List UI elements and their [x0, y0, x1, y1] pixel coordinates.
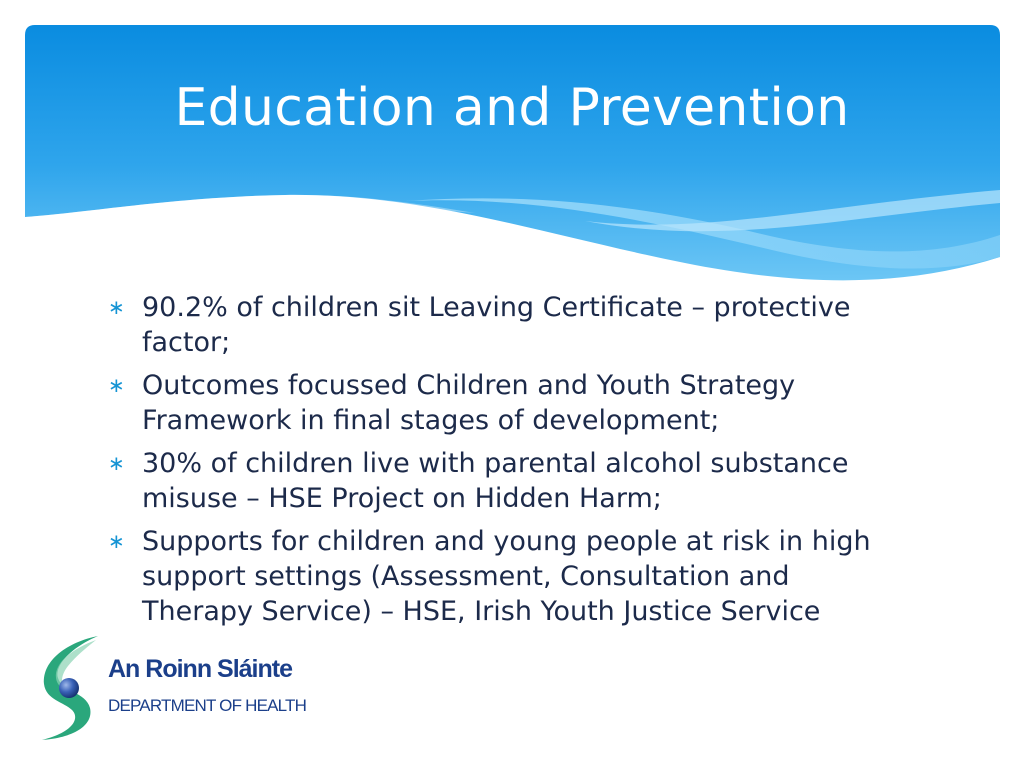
asterisk-bullet-icon: ∗ [108, 373, 125, 397]
asterisk-bullet-icon: ∗ [108, 451, 125, 475]
bullet-item [108, 446, 908, 516]
asterisk-bullet-icon: ∗ [108, 529, 125, 553]
bullet-item [108, 290, 908, 360]
asterisk-bullet-icon: ∗ [108, 295, 125, 319]
bullet-text: Supports for children and young people at risk in high support settings (Assessment, Consultation and Therapy Service) – HSE, Irish Youth Justice Service [142, 526, 871, 627]
banner-wave-shape [25, 25, 1000, 285]
bullet-list [108, 290, 908, 637]
slide-title: Education and Prevention [174, 78, 850, 138]
logo-name: An Roinn Sláinte [108, 655, 292, 683]
bullet-text: 30% of children live with parental alcohol substance misuse – HSE Project on Hidden Harm; [142, 448, 849, 514]
department-of-health-emblem-icon [38, 632, 108, 744]
bullet-text: 90.2% of children sit Leaving Certificate – protective factor; [142, 292, 851, 358]
logo-subtitle: DEPARTMENT OF HEALTH [108, 696, 307, 715]
bullet-item [108, 524, 908, 629]
bullet-text: Outcomes focussed Children and Youth Strategy Framework in final stages of development; [142, 370, 796, 436]
bullet-item [108, 368, 908, 438]
title-banner [25, 25, 1000, 285]
department-of-health-logo [38, 632, 338, 744]
